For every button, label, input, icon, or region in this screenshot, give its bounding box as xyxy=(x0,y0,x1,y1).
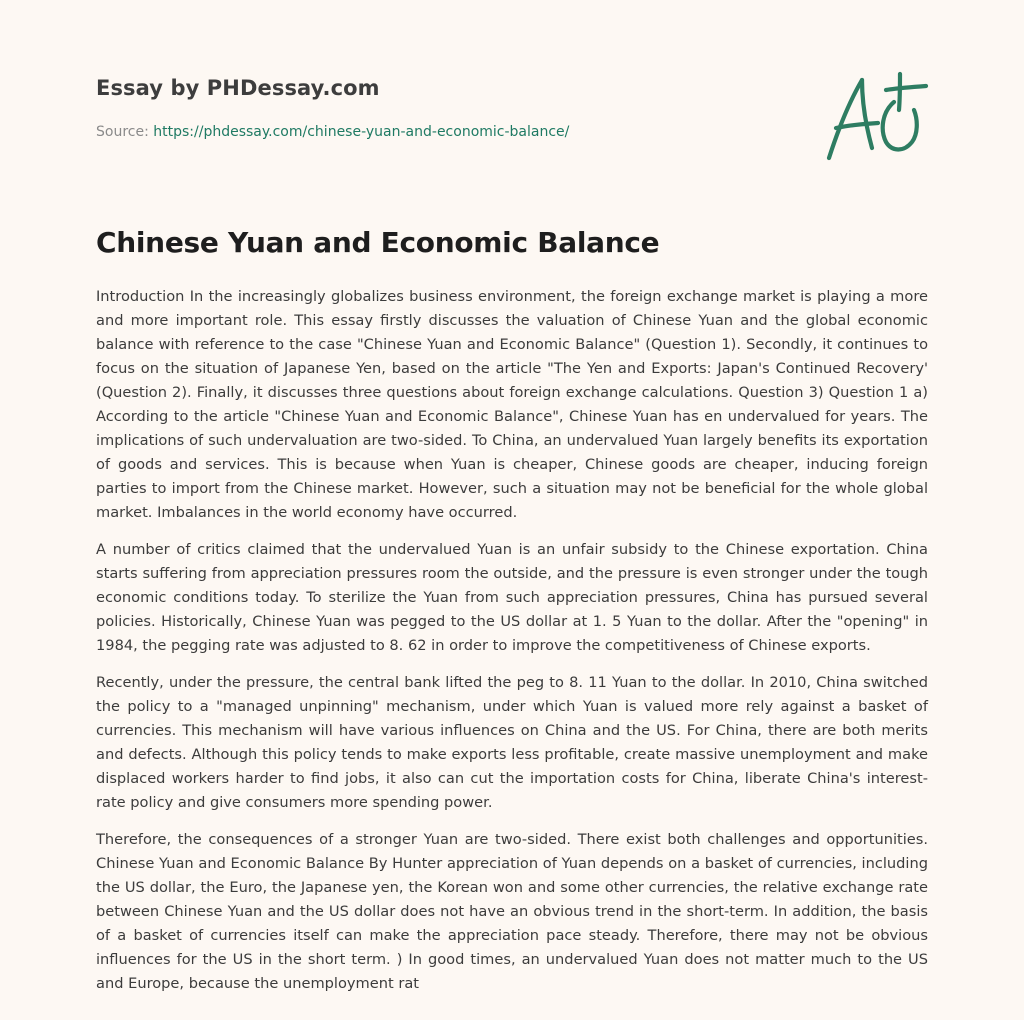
essay-paragraph: A number of critics claimed that the undervalued Yuan is an unfair subsidy to the Chinese exportation. China starts suffering from appreciation pressures room the outside, and the pressure is even stronger under the tough economic conditions today. To sterilize the Yuan from such appreciation pressures, China has pursued several policies. Historically, Chinese Yuan was pegged to the US dollar at 1. 5 Yuan to the dollar. After the "opening" in 1984, the pegging rate was adjusted to 8. 62 in order to improve the competitiveness of Chinese exports. xyxy=(96,541,928,654)
essay-paragraph: Introduction In the increasingly globalizes business environment, the foreign exchange market is playing a more and more important role. This essay firstly discusses the valuation of Chinese Yuan and the global economic balance with reference to the case "Chinese Yuan and Economic Balance" (Question 1). Secondly, it continues to focus on the situation of Japanese Yen, based on the article "The Yen and Exports: Japan's Continued Recovery' (Question 2). Finally, it discusses three questions about foreign exchange calculations. Question 3) Question 1 a) According to the article "Chinese Yuan and Economic Balance", Chinese Yuan has en undervalued for years. The implications of such undervaluation are two-sided. To China, an undervalued Yuan largely benefits its exportation of goods and services. This is because when Yuan is cheaper, Chinese goods are cheaper, inducing foreign parties to import from the Chinese market. However, such a situation may not be beneficial for the whole global market. Imbalances in the world economy have occurred. xyxy=(96,288,928,521)
essay-body xyxy=(96,285,928,1009)
source-link[interactable]: https://phdessay.com/chinese-yuan-and-economic-balance/ xyxy=(153,124,570,140)
a-plus-icon xyxy=(822,68,930,168)
source-label: Source: xyxy=(96,124,149,140)
site-brand: Essay by PHDessay.com xyxy=(96,76,380,100)
essay-paragraph: Recently, under the pressure, the central bank lifted the peg to 8. 11 Yuan to the dollar. In 2010, China switched the policy to a "managed unpinning" mechanism, under which Yuan is valued more rely against a basket of currencies. This mechanism will have various influences on China and the US. For China, there are both merits and defects. Although this policy tends to make exports less profitable, create massive unemployment and make displaced workers harder to find jobs, it also can cut the importation costs for China, liberate China's interest-rate policy and give consumers more spending power. xyxy=(96,674,928,811)
essay-paragraph: Therefore, the consequences of a stronger Yuan are two-sided. There exist both challenges and opportunities. Chinese Yuan and Economic Balance By Hunter appreciation of Yuan depends on a basket of currencies, including the US dollar, the Euro, the Japanese yen, the Korean won and some other currencies, the relative exchange rate between Chinese Yuan and the US dollar does not have an obvious trend in the short-term. In addition, the basis of a basket of currencies itself can make the appreciation pace steady. Therefore, there may not be obvious influences for the US in the short term. ) In good times, an undervalued Yuan does not matter much to the US and Europe, because the unemployment rat xyxy=(96,831,928,992)
essay-title: Chinese Yuan and Economic Balance xyxy=(96,226,660,259)
source-line xyxy=(96,124,569,140)
